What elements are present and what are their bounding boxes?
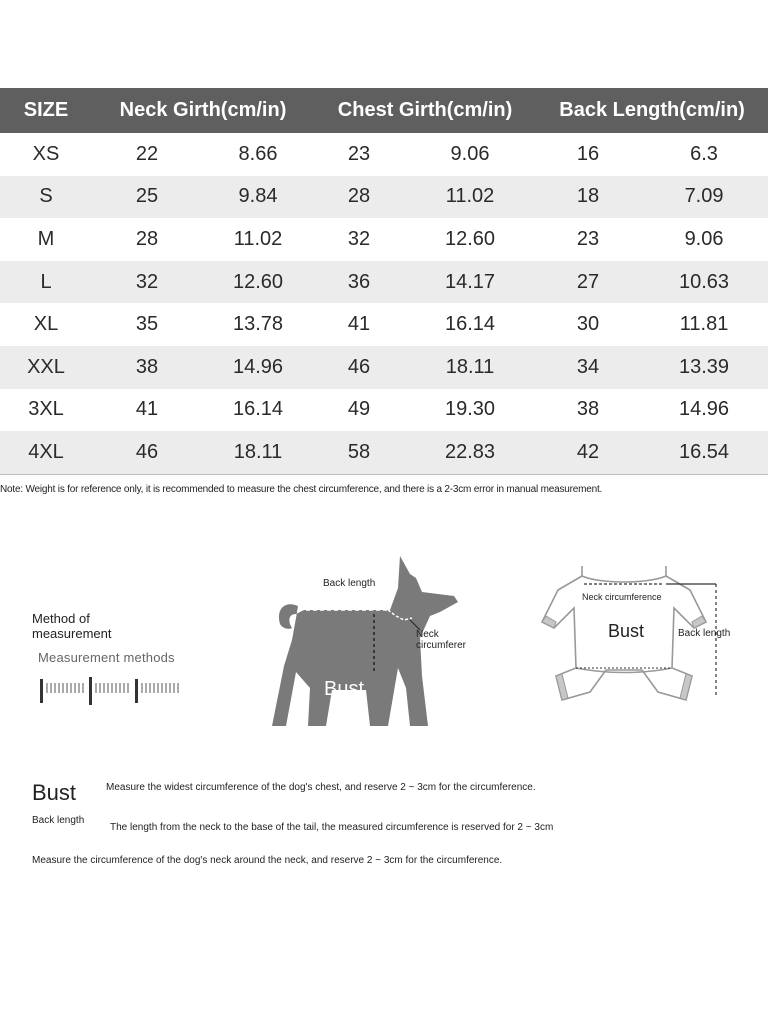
table-row — [0, 389, 768, 432]
cell-chest-in: 11.02 — [404, 176, 536, 219]
bust-instruction: Measure the widest circumference of the dog's chest, and reserve 2 ~ 3cm for the circumference. — [106, 782, 536, 793]
cell-chest-cm: 28 — [314, 176, 404, 219]
cell-back-in: 16.54 — [640, 431, 768, 474]
cell-chest-cm: 41 — [347, 313, 371, 336]
cell-size: XL — [33, 313, 59, 336]
method-title-line1: Method of — [32, 611, 90, 626]
cell-back-in: 7.09 — [640, 176, 768, 219]
cell-back-cm: 34 — [536, 346, 640, 389]
header-size: SIZE — [0, 88, 92, 133]
cell-back-cm: 30 — [576, 313, 600, 336]
cell-chest-in: 22.83 — [404, 431, 536, 474]
cell-back-in: 6.3 — [690, 142, 718, 165]
cell-back-in: 9.06 — [684, 227, 724, 250]
method-title — [32, 611, 111, 641]
cell-back-cm: 27 — [536, 261, 640, 304]
shirt-back-length-label: Back length — [678, 628, 731, 639]
header-back-length: Back Length(cm/in) — [536, 88, 768, 133]
cell-size: 4XL — [0, 431, 92, 474]
cell-back-in: 11.81 — [679, 313, 729, 336]
dog-back-length-label: Back length — [323, 578, 376, 589]
dog-neck-label — [416, 629, 466, 651]
shirt-bust-label: Bust — [608, 621, 645, 641]
cell-back-cm: 16 — [576, 142, 600, 165]
cell-back-in: 14.96 — [679, 398, 730, 421]
method-title-line2: measurement — [32, 626, 112, 641]
cell-neck-in: 11.02 — [233, 227, 283, 250]
dog-neck-label-line2: circumferer — [416, 640, 467, 651]
cell-neck-in: 14.96 — [202, 346, 314, 389]
cell-neck-in: 18.11 — [202, 431, 314, 474]
cell-size: XS — [32, 142, 60, 165]
cell-neck-cm: 25 — [92, 176, 202, 219]
table-row — [0, 176, 768, 219]
cell-chest-in: 18.11 — [404, 346, 536, 389]
header-neck-girth: Neck Girth(cm/in) — [92, 88, 314, 133]
dog-neck-label-line1: Neck — [416, 629, 439, 640]
cell-neck-cm: 28 — [135, 227, 159, 250]
cell-chest-cm: 49 — [347, 398, 371, 421]
cell-neck-in: 13.78 — [232, 313, 284, 336]
cell-neck-cm: 41 — [135, 398, 159, 421]
cell-neck-in: 16.14 — [232, 398, 284, 421]
size-table — [0, 88, 768, 475]
cell-neck-cm: 46 — [92, 431, 202, 474]
table-row — [0, 431, 768, 474]
cell-neck-cm: 35 — [135, 313, 159, 336]
cell-chest-in: 12.60 — [444, 227, 496, 250]
back-length-instruction: The length from the neck to the base of the tail, the measured circumference is reserved for 2 ~ 3cm — [110, 822, 554, 833]
cell-size: 3XL — [28, 398, 64, 421]
cell-back-in: 13.39 — [640, 346, 768, 389]
bust-heading: Bust — [32, 780, 77, 805]
note-text: Note: Weight is for reference only, it is recommended to measure the chest circumference, and there is a 2-3cm error in manual measurement. — [0, 484, 603, 495]
dog-diagram — [270, 548, 480, 738]
cell-chest-cm: 23 — [347, 142, 371, 165]
back-length-heading: Back length — [32, 815, 85, 826]
ruler-icon — [38, 673, 183, 707]
table-row — [0, 303, 768, 346]
cell-chest-in: 19.30 — [444, 398, 496, 421]
cell-back-cm: 38 — [576, 398, 600, 421]
cell-chest-cm: 58 — [314, 431, 404, 474]
shirt-neck-label: Neck circumference — [582, 592, 662, 602]
cell-back-cm: 23 — [576, 227, 600, 250]
cell-back-in: 10.63 — [640, 261, 768, 304]
cell-size: XXL — [0, 346, 92, 389]
cell-size: M — [37, 227, 55, 250]
cell-size: S — [0, 176, 92, 219]
cell-size: L — [0, 261, 92, 304]
table-row — [0, 133, 768, 176]
method-subtitle: Measurement methods — [38, 650, 175, 665]
shirt-icon — [536, 558, 756, 738]
cell-chest-in: 9.06 — [450, 142, 490, 165]
table-row — [0, 261, 768, 304]
cell-chest-in: 14.17 — [404, 261, 536, 304]
cell-neck-cm: 32 — [92, 261, 202, 304]
table-row — [0, 346, 768, 389]
cell-neck-in: 8.66 — [238, 142, 278, 165]
table-row — [0, 218, 768, 261]
cell-neck-in: 12.60 — [202, 261, 314, 304]
table-header-row — [0, 88, 768, 133]
shirt-diagram — [536, 558, 756, 738]
cell-neck-in: 9.84 — [202, 176, 314, 219]
cell-neck-cm: 22 — [135, 142, 159, 165]
neck-instruction: Measure the circumference of the dog's neck around the neck, and reserve 2 ~ 3cm for the circumference. — [32, 855, 503, 866]
header-chest-girth: Chest Girth(cm/in) — [314, 88, 536, 133]
dog-bust-label: Bust — [324, 678, 365, 700]
cell-chest-in: 16.14 — [444, 313, 496, 336]
cell-back-cm: 18 — [536, 176, 640, 219]
cell-chest-cm: 36 — [314, 261, 404, 304]
cell-chest-cm: 46 — [314, 346, 404, 389]
cell-neck-cm: 38 — [92, 346, 202, 389]
table-body — [0, 133, 768, 474]
cell-back-cm: 42 — [536, 431, 640, 474]
cell-chest-cm: 32 — [347, 227, 371, 250]
